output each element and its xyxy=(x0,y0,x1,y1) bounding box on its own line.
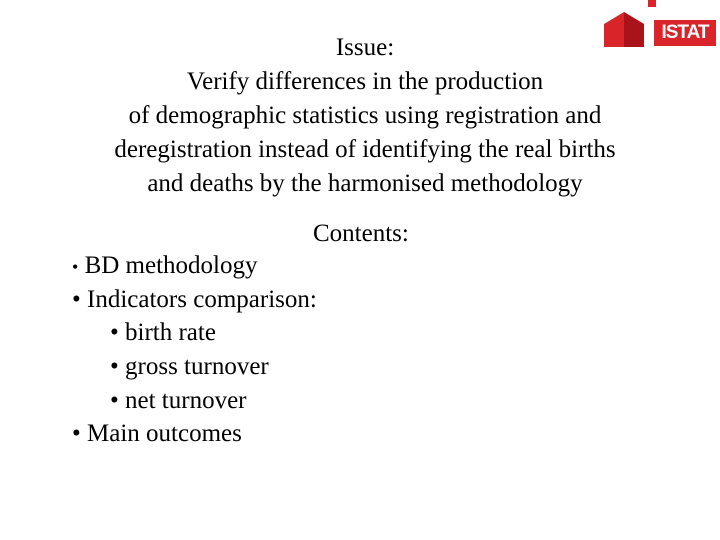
list-item xyxy=(72,250,257,283)
list-item-text: gross turnover xyxy=(125,353,269,380)
issue-line: of demographic statistics using registration and xyxy=(128,102,602,129)
bullet: • xyxy=(72,286,81,313)
list-item-text: Main outcomes xyxy=(87,420,242,447)
issue-title: Issue: xyxy=(335,34,395,61)
bullet: • xyxy=(110,353,119,380)
issue-line: deregistration instead of identifying the real births xyxy=(114,136,616,163)
issue-line: Verify differences in the production xyxy=(186,68,544,95)
contents-heading: Contents: xyxy=(313,220,409,247)
bullet: • xyxy=(110,319,119,346)
bullet: • xyxy=(110,387,119,414)
bullet: • xyxy=(72,420,81,447)
list-item-text: birth rate xyxy=(125,319,216,346)
list-item xyxy=(72,284,317,316)
list-item xyxy=(110,385,247,417)
list-item-text: BD methodology xyxy=(84,252,258,279)
issue-line: and deaths by the harmonised methodology xyxy=(147,170,583,197)
bullet: • xyxy=(72,257,79,277)
list-item xyxy=(72,418,242,450)
logo-text: ISTAT xyxy=(661,22,709,43)
issue-block xyxy=(40,31,690,201)
list-item xyxy=(110,351,269,383)
list-item xyxy=(110,317,216,349)
list-item-text: net turnover xyxy=(125,387,247,414)
list-item-text: Indicators comparison: xyxy=(87,286,317,313)
